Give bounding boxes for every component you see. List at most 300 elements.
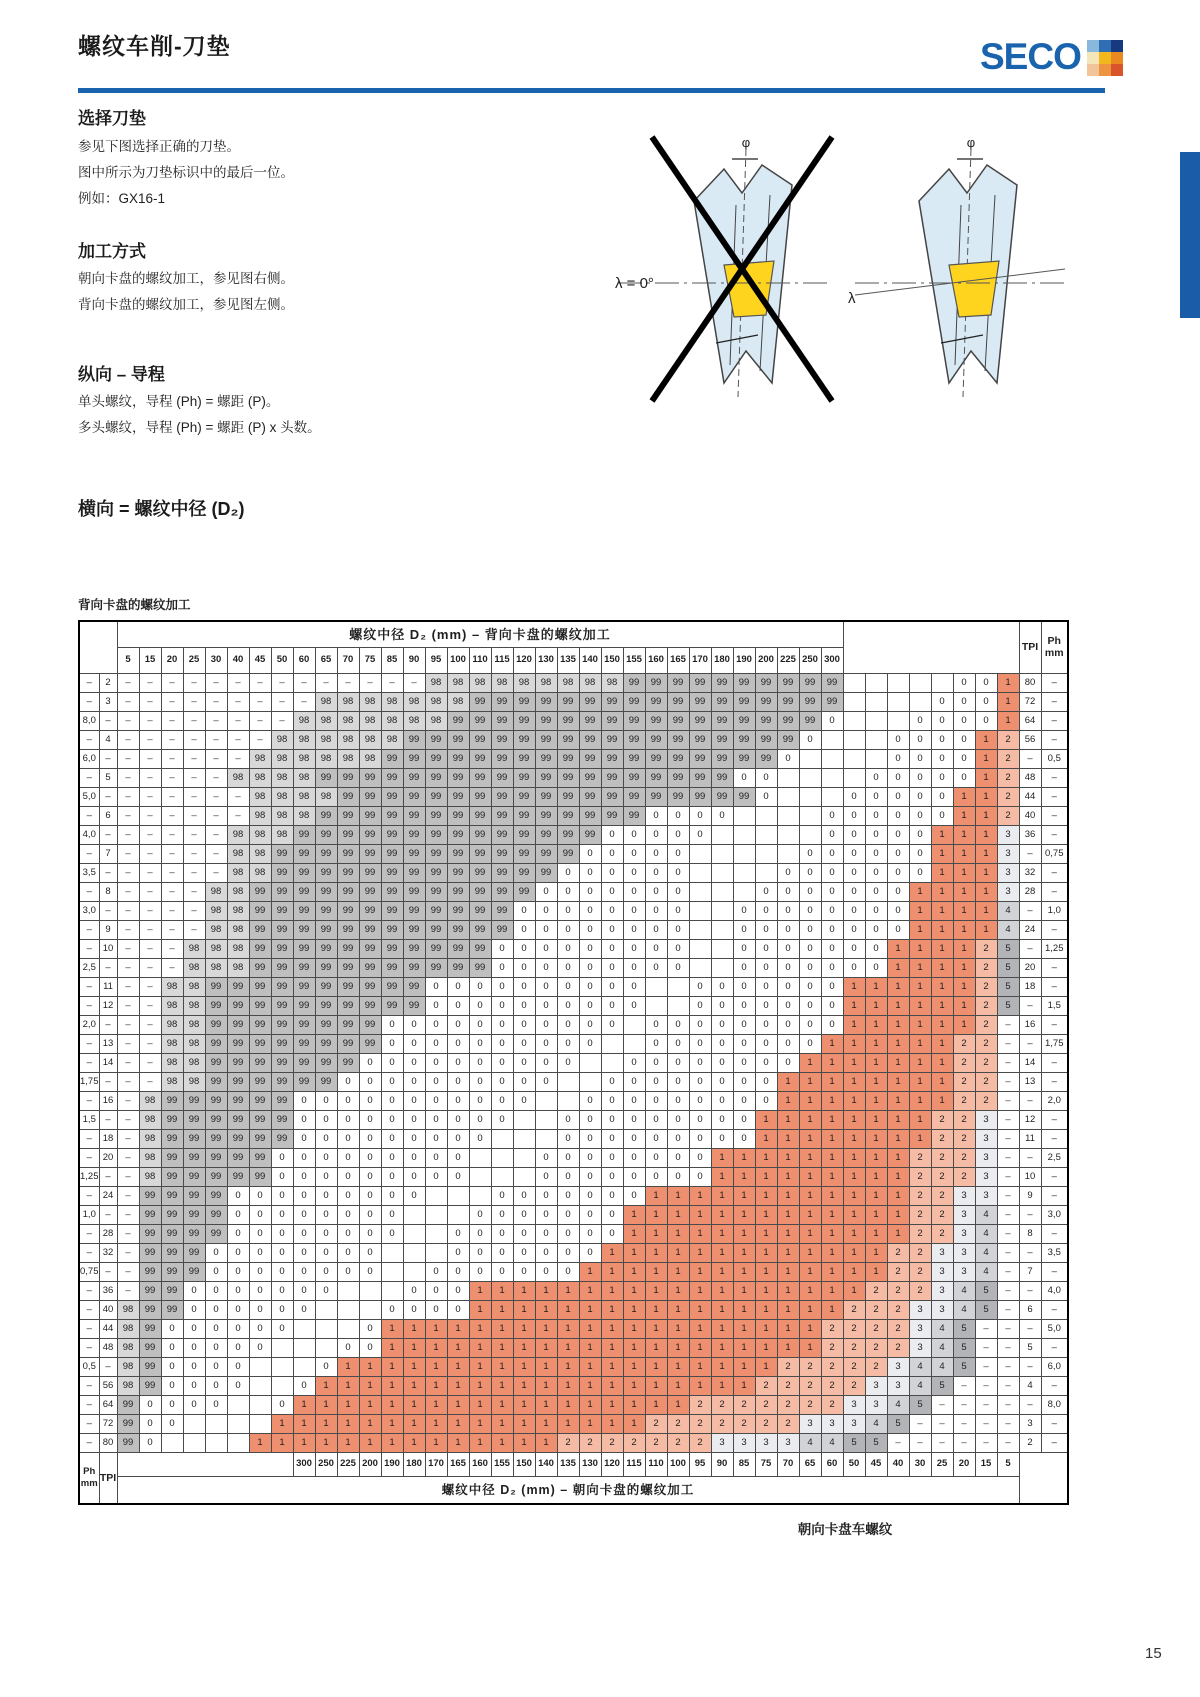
grid-cell: 0 (931, 711, 953, 730)
grid-cell: 0 (843, 844, 865, 863)
grid-cell: 99 (271, 958, 293, 977)
grid-cell: 99 (469, 711, 491, 730)
grid-cell: 98 (117, 1338, 139, 1357)
grid-cell: 0 (689, 825, 711, 844)
grid-cell: 99 (161, 1262, 183, 1281)
grid-cell: 0 (491, 977, 513, 996)
shim-diagram-svg (605, 135, 1085, 405)
grid-cell: 98 (117, 1357, 139, 1376)
table-title-bottom: 螺纹中径 D₂ (mm) – 朝向卡盘的螺纹加工 (117, 1476, 1019, 1504)
grid-cell: 1 (755, 1262, 777, 1281)
grid-cell: 99 (469, 806, 491, 825)
grid-cell: 99 (205, 1148, 227, 1167)
grid-cell: – (183, 787, 205, 806)
row-ph-right: – (1041, 673, 1068, 692)
grid-cell: 99 (381, 920, 403, 939)
grid-cell: 1 (447, 1414, 469, 1433)
grid-cell: 1 (403, 1433, 425, 1452)
grid-cell: 1 (799, 1129, 821, 1148)
row-ph-right: 6,0 (1041, 1357, 1068, 1376)
row-tpi-left: 56 (99, 1376, 117, 1395)
grid-cell: 0 (975, 711, 997, 730)
grid-cell: 0 (161, 1338, 183, 1357)
grid-cell: – (183, 920, 205, 939)
grid-cell: – (953, 1414, 975, 1433)
grid-cell: 99 (183, 1262, 205, 1281)
grid-cell: 0 (667, 1110, 689, 1129)
table-row (79, 1053, 1068, 1072)
grid-cell (777, 806, 799, 825)
grid-cell: 1 (689, 1300, 711, 1319)
grid-cell: 99 (689, 711, 711, 730)
row-ph-left: – (79, 844, 99, 863)
grid-cell: 1 (667, 1224, 689, 1243)
grid-cell: 99 (645, 787, 667, 806)
grid-cell: – (997, 1262, 1019, 1281)
grid-cell: 2 (909, 1205, 931, 1224)
col-label-top: 25 (183, 647, 205, 673)
grid-cell (557, 1091, 579, 1110)
grid-cell: 98 (117, 1300, 139, 1319)
grid-cell: – (117, 996, 139, 1015)
grid-cell: 0 (799, 844, 821, 863)
grid-cell: 5 (931, 1376, 953, 1395)
grid-cell: 0 (579, 996, 601, 1015)
grid-cell: 98 (271, 806, 293, 825)
row-ph-right: 1,5 (1041, 996, 1068, 1015)
grid-cell: 0 (557, 939, 579, 958)
grid-cell: 0 (579, 1034, 601, 1053)
grid-cell: 0 (381, 1167, 403, 1186)
grid-cell: 1 (843, 1281, 865, 1300)
grid-cell (799, 787, 821, 806)
grid-cell (799, 749, 821, 768)
row-tpi-left: 7 (99, 844, 117, 863)
grid-cell: 99 (403, 787, 425, 806)
grid-cell (689, 920, 711, 939)
grid-cell: 0 (579, 863, 601, 882)
grid-cell: 99 (337, 882, 359, 901)
grid-cell: 0 (843, 825, 865, 844)
grid-cell: 99 (447, 806, 469, 825)
col-label-top: 50 (271, 647, 293, 673)
grid-cell: 1 (997, 711, 1019, 730)
grid-cell: 99 (183, 1129, 205, 1148)
grid-cell: 1 (909, 977, 931, 996)
grid-cell: – (117, 1091, 139, 1110)
grid-cell: 1 (777, 1338, 799, 1357)
row-tpi-left: 8 (99, 882, 117, 901)
grid-cell: 2 (711, 1395, 733, 1414)
grid-cell: 0 (535, 977, 557, 996)
col-label-bottom: 250 (315, 1452, 337, 1476)
grid-cell: 1 (601, 1281, 623, 1300)
grid-cell: 2 (931, 1205, 953, 1224)
grid-cell: 99 (359, 882, 381, 901)
grid-cell: 1 (777, 1129, 799, 1148)
grid-cell: 0 (161, 1395, 183, 1414)
grid-cell: 99 (579, 730, 601, 749)
grid-cell (689, 939, 711, 958)
grid-cell: 1 (887, 1148, 909, 1167)
grid-cell: 0 (381, 1015, 403, 1034)
grid-cell: 0 (249, 1224, 271, 1243)
grid-cell: 98 (183, 939, 205, 958)
grid-cell: – (183, 863, 205, 882)
grid-cell: 2 (909, 1224, 931, 1243)
row-tpi-left: 2 (99, 673, 117, 692)
row-tpi-right: 18 (1019, 977, 1041, 996)
grid-cell: 3 (953, 1205, 975, 1224)
row-ph-right: – (1041, 1015, 1068, 1034)
col-label-bottom: 95 (689, 1452, 711, 1476)
grid-cell: 99 (315, 825, 337, 844)
grid-cell: 0 (667, 901, 689, 920)
grid-cell: 4 (799, 1433, 821, 1452)
grid-cell (249, 1357, 271, 1376)
grid-cell: 0 (645, 882, 667, 901)
table-row (79, 1186, 1068, 1205)
text-line: 背向卡盘的螺纹加工，参见图左侧。 (78, 297, 294, 312)
grid-cell: 0 (623, 920, 645, 939)
grid-cell: 99 (249, 1129, 271, 1148)
grid-cell: 4 (975, 1243, 997, 1262)
grid-cell: 99 (337, 844, 359, 863)
grid-cell: – (117, 1281, 139, 1300)
logo-mosaic-square (1099, 40, 1111, 52)
grid-cell: 1 (491, 1414, 513, 1433)
grid-cell: 1 (469, 1414, 491, 1433)
grid-cell: 1 (843, 1110, 865, 1129)
grid-cell: 1 (513, 1281, 535, 1300)
grid-cell: 1 (865, 1243, 887, 1262)
grid-cell: 0 (645, 1129, 667, 1148)
grid-cell: 99 (535, 863, 557, 882)
grid-cell: 0 (337, 1072, 359, 1091)
grid-cell: 0 (689, 806, 711, 825)
grid-cell (821, 749, 843, 768)
grid-cell: 3 (909, 1300, 931, 1319)
grid-cell: 0 (865, 768, 887, 787)
grid-cell: 99 (227, 996, 249, 1015)
grid-cell: 99 (293, 920, 315, 939)
grid-cell: – (139, 901, 161, 920)
table-row (79, 806, 1068, 825)
grid-cell: – (117, 1129, 139, 1148)
col-label-bottom: 155 (491, 1452, 513, 1476)
grid-cell: 1 (821, 1091, 843, 1110)
row-ph-left: – (79, 1300, 99, 1319)
row-tpi-left: – (99, 1110, 117, 1129)
grid-cell: 1 (359, 1433, 381, 1452)
col-label-top: 60 (293, 647, 315, 673)
grid-cell: 99 (315, 882, 337, 901)
table-row (79, 787, 1068, 806)
grid-cell: – (139, 996, 161, 1015)
grid-cell: 99 (293, 863, 315, 882)
logo-mosaic-square (1087, 64, 1099, 76)
grid-cell: 99 (601, 711, 623, 730)
grid-cell: 0 (733, 1053, 755, 1072)
grid-cell: 1 (799, 1224, 821, 1243)
grid-cell: 0 (843, 901, 865, 920)
row-tpi-right: – (1019, 1319, 1041, 1338)
grid-cell: 2 (931, 1148, 953, 1167)
row-tpi-left: 40 (99, 1300, 117, 1319)
grid-cell: 0 (667, 863, 689, 882)
grid-cell: 99 (689, 673, 711, 692)
grid-cell: 3 (755, 1433, 777, 1452)
grid-cell: – (117, 1262, 139, 1281)
table-row (79, 1300, 1068, 1319)
grid-cell: 2 (799, 1395, 821, 1414)
grid-cell: – (117, 768, 139, 787)
grid-cell: – (117, 901, 139, 920)
grid-cell: – (975, 1414, 997, 1433)
grid-cell: 99 (447, 882, 469, 901)
col-label-bottom: 70 (777, 1452, 799, 1476)
table-row (79, 996, 1068, 1015)
grid-cell: 1 (755, 1167, 777, 1186)
table-row (79, 1376, 1068, 1395)
table-row (79, 673, 1068, 692)
grid-cell: – (271, 711, 293, 730)
grid-cell: 99 (447, 730, 469, 749)
grid-cell: 1 (865, 1034, 887, 1053)
table-row (79, 749, 1068, 768)
grid-cell: 0 (535, 1072, 557, 1091)
grid-cell: 0 (513, 1034, 535, 1053)
grid-cell: 0 (909, 787, 931, 806)
grid-cell: 98 (183, 996, 205, 1015)
grid-cell (513, 1110, 535, 1129)
grid-cell: 0 (535, 1053, 557, 1072)
grid-cell: – (139, 787, 161, 806)
row-ph-right: 1,75 (1041, 1034, 1068, 1053)
col-label-top: 150 (601, 647, 623, 673)
grid-cell: 0 (909, 825, 931, 844)
row-tpi-left: – (99, 1072, 117, 1091)
grid-cell: – (997, 1224, 1019, 1243)
grid-cell: 1 (821, 1034, 843, 1053)
thread-shim-table (78, 620, 1069, 1505)
grid-cell: 99 (337, 958, 359, 977)
col-label-bottom: 75 (755, 1452, 777, 1476)
grid-cell: 1 (887, 1167, 909, 1186)
grid-cell: 0 (205, 1376, 227, 1395)
grid-cell: 0 (535, 1148, 557, 1167)
phi-label: φ (741, 135, 751, 150)
grid-cell: 98 (227, 920, 249, 939)
grid-cell: 0 (403, 1015, 425, 1034)
grid-cell (623, 1034, 645, 1053)
grid-cell: 1 (887, 1072, 909, 1091)
grid-cell: 0 (557, 901, 579, 920)
grid-cell: 1 (975, 825, 997, 844)
grid-cell: – (117, 806, 139, 825)
grid-cell: 0 (711, 977, 733, 996)
section-text-machining-method (78, 266, 294, 318)
grid-cell: 0 (777, 1034, 799, 1053)
grid-cell: 99 (271, 1034, 293, 1053)
grid-cell: 99 (205, 1015, 227, 1034)
grid-cell: – (271, 692, 293, 711)
grid-cell: 3 (931, 1243, 953, 1262)
grid-cell: 99 (711, 768, 733, 787)
grid-cell: 1 (711, 1167, 733, 1186)
grid-cell: – (381, 673, 403, 692)
grid-cell: 98 (249, 806, 271, 825)
grid-cell: 0 (425, 1015, 447, 1034)
grid-cell: 1 (931, 958, 953, 977)
row-ph-left: 1,5 (79, 1110, 99, 1129)
grid-cell (865, 673, 887, 692)
grid-cell: – (205, 692, 227, 711)
row-tpi-left: 72 (99, 1414, 117, 1433)
table-row (79, 863, 1068, 882)
grid-cell: 1 (447, 1376, 469, 1395)
grid-cell: 0 (447, 1015, 469, 1034)
grid-cell: 98 (293, 730, 315, 749)
grid-cell: 2 (733, 1395, 755, 1414)
grid-cell: 1 (623, 1281, 645, 1300)
row-ph-left: – (79, 1034, 99, 1053)
logo-mosaic-square (1111, 40, 1123, 52)
grid-cell: 99 (293, 844, 315, 863)
grid-cell (293, 1357, 315, 1376)
grid-cell: 2 (821, 1395, 843, 1414)
grid-cell: 0 (381, 1110, 403, 1129)
grid-cell: – (117, 692, 139, 711)
grid-cell: 0 (865, 863, 887, 882)
grid-cell: 99 (161, 1243, 183, 1262)
table-row (79, 1224, 1068, 1243)
grid-cell: 0 (645, 825, 667, 844)
grid-cell: 1 (843, 1034, 865, 1053)
grid-cell: 1 (623, 1205, 645, 1224)
grid-cell: 3 (777, 1433, 799, 1452)
grid-cell: 98 (337, 692, 359, 711)
grid-cell: 5 (997, 996, 1019, 1015)
grid-cell: 0 (183, 1281, 205, 1300)
grid-cell: 1 (667, 1262, 689, 1281)
grid-cell: 99 (491, 863, 513, 882)
grid-cell: 0 (711, 1072, 733, 1091)
grid-cell: 0 (711, 1129, 733, 1148)
grid-cell: 1 (953, 996, 975, 1015)
grid-cell (315, 1319, 337, 1338)
grid-cell: – (997, 1053, 1019, 1072)
row-ph-left: – (79, 1186, 99, 1205)
grid-cell: 99 (337, 863, 359, 882)
grid-cell: 0 (535, 882, 557, 901)
grid-cell: 0 (337, 1205, 359, 1224)
grid-cell: 4 (975, 1262, 997, 1281)
col-label-bottom: 150 (513, 1452, 535, 1476)
grid-cell: 1 (821, 1243, 843, 1262)
table-row (79, 1148, 1068, 1167)
grid-cell: 0 (667, 844, 689, 863)
table-row (79, 1357, 1068, 1376)
grid-cell: 0 (645, 901, 667, 920)
grid-cell: – (139, 768, 161, 787)
grid-cell: 0 (953, 749, 975, 768)
grid-cell: 0 (733, 901, 755, 920)
grid-cell: 99 (139, 1243, 161, 1262)
grid-cell: – (117, 939, 139, 958)
grid-cell (755, 863, 777, 882)
row-ph-left: 1,0 (79, 1205, 99, 1224)
grid-cell: 0 (601, 1072, 623, 1091)
grid-cell: 1 (579, 1300, 601, 1319)
row-tpi-left: 28 (99, 1224, 117, 1243)
grid-cell: 0 (865, 882, 887, 901)
grid-cell: 2 (953, 1148, 975, 1167)
grid-cell: 99 (161, 1281, 183, 1300)
grid-cell: 0 (161, 1319, 183, 1338)
row-tpi-right: – (1019, 939, 1041, 958)
grid-cell: 2 (997, 806, 1019, 825)
grid-cell: 1 (579, 1262, 601, 1281)
grid-cell: – (205, 806, 227, 825)
grid-cell: 99 (315, 806, 337, 825)
grid-cell (733, 863, 755, 882)
grid-cell: 1 (491, 1357, 513, 1376)
grid-cell: 0 (601, 1148, 623, 1167)
grid-cell: 0 (315, 1110, 337, 1129)
grid-cell: 1 (931, 882, 953, 901)
grid-cell: 1 (865, 1224, 887, 1243)
grid-cell: 1 (733, 1281, 755, 1300)
row-ph-right: – (1041, 806, 1068, 825)
grid-cell (843, 730, 865, 749)
grid-cell (711, 882, 733, 901)
grid-cell: 1 (711, 1319, 733, 1338)
grid-cell: 99 (337, 1034, 359, 1053)
grid-cell: – (161, 844, 183, 863)
grid-cell: 0 (359, 1129, 381, 1148)
grid-cell: 99 (535, 825, 557, 844)
grid-cell: 1 (975, 806, 997, 825)
grid-cell (271, 1357, 293, 1376)
grid-cell: 0 (645, 958, 667, 977)
grid-cell: – (161, 711, 183, 730)
grid-cell: 99 (425, 863, 447, 882)
grid-cell: 0 (579, 1091, 601, 1110)
grid-cell: 0 (491, 1015, 513, 1034)
grid-cell: 5 (953, 1357, 975, 1376)
grid-cell: 0 (667, 1034, 689, 1053)
grid-cell: 99 (557, 825, 579, 844)
grid-cell: 0 (799, 939, 821, 958)
row-tpi-right: 6 (1019, 1300, 1041, 1319)
grid-cell: 1 (491, 1433, 513, 1452)
grid-cell: 0 (557, 1224, 579, 1243)
row-tpi-right: – (1019, 749, 1041, 768)
grid-cell: 5 (997, 977, 1019, 996)
row-tpi-left: 32 (99, 1243, 117, 1262)
grid-cell: – (997, 1243, 1019, 1262)
grid-cell: 4 (975, 1224, 997, 1243)
grid-cell: 0 (711, 1091, 733, 1110)
grid-cell: 1 (777, 1262, 799, 1281)
col-label-top: 300 (821, 647, 843, 673)
grid-cell: 99 (337, 806, 359, 825)
grid-cell: 1 (689, 1281, 711, 1300)
grid-cell: 99 (601, 768, 623, 787)
grid-cell: 0 (381, 1053, 403, 1072)
grid-cell: 1 (557, 1281, 579, 1300)
